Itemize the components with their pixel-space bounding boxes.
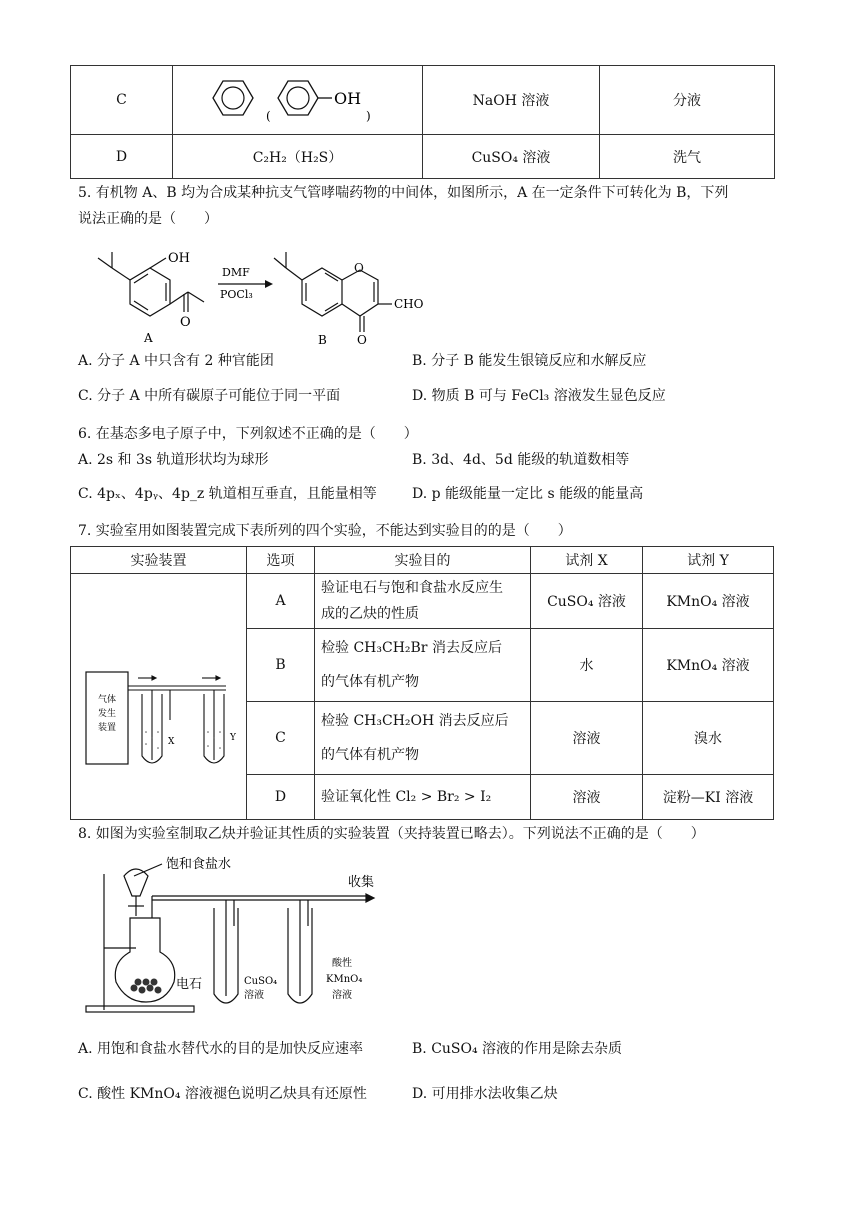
row-c-substance — [173, 66, 423, 135]
q8-option-c[interactable]: C. 酸性 KMnO₄ 溶液褪色说明乙炔具有还原性 — [78, 1086, 367, 1102]
q5-reaction-figure — [80, 240, 440, 348]
q5-option-a[interactable]: A. 分子 A 中只含有 2 种官能团 — [78, 353, 274, 369]
q5-stem-line1: 5. 有机物 A、B 均为合成某种抗支气管哮喘药物的中间体，如图所示，A 在一定条件下可转化为 B，下列 — [78, 185, 729, 201]
q8-option-b[interactable]: B. CuSO₄ 溶液的作用是除去杂质 — [412, 1041, 623, 1057]
top-table — [70, 65, 775, 179]
b-cho: CHO — [394, 297, 424, 311]
label-collect: 收集 — [348, 875, 375, 890]
q7-row-a-purpose: 验证电石与饱和食盐水反应生 成的乙炔的性质 — [315, 574, 531, 629]
q8-stem: 8. 如图为实验室制取乙炔并验证其性质的实验装置（夹持装置已略去）。下列说法不正确的是（ ） — [78, 826, 705, 842]
app-label-1: 气体 — [97, 694, 116, 705]
row-c-method: 分液 — [600, 66, 775, 135]
q5-option-c[interactable]: C. 分子 A 中所有碳原子可能位于同一平面 — [78, 388, 341, 404]
q6-option-d[interactable]: D. p 能级能量一定比 s 能级的能量高 — [412, 486, 644, 502]
paren-open: ( — [265, 109, 271, 123]
q7-header-reagent-y: 试剂 Y — [643, 547, 774, 574]
q5-stem-line2: 说法正确的是（ ） — [78, 211, 218, 227]
q7-row-d-y: 淀粉—KI 溶液 — [643, 775, 774, 820]
label-kmno4: KMnO₄ — [326, 974, 363, 985]
oh-group: OH — [333, 89, 361, 108]
q7-header-option: 选项 — [247, 547, 315, 574]
q7-apparatus-cell — [71, 574, 247, 820]
app-label-2: 发生 — [97, 708, 116, 719]
q7-header-reagent-x: 试剂 X — [531, 547, 643, 574]
row-d-label: D — [71, 135, 173, 179]
q7-row-b-option: B — [247, 629, 315, 702]
q7-table — [70, 546, 774, 820]
app-label-3: 装置 — [97, 722, 116, 733]
q6-option-a[interactable]: A. 2s 和 3s 轨道形状均为球形 — [78, 452, 269, 468]
label-cuso4: CuSO₄ — [244, 976, 278, 987]
q7-row-a-x: CuSO₄ 溶液 — [531, 574, 643, 629]
row-c-label: C — [71, 66, 173, 135]
label-carbide: 电石 — [176, 977, 203, 992]
label-y: Y — [229, 732, 236, 743]
q7-row-a-option: A — [247, 574, 315, 629]
b-ring-o: O — [354, 261, 364, 275]
q7-header-apparatus: 实验装置 — [71, 547, 247, 574]
label-acid: 酸性 — [332, 958, 352, 969]
label-b: B — [318, 333, 327, 347]
q6-option-c[interactable]: C. 4pₓ、4pᵧ、4p_z 轨道相互垂直，且能量相等 — [78, 486, 377, 502]
q7-row-c-purpose: 检验 CH₃CH₂OH 消去反应后 的气体有机产物 — [315, 702, 531, 775]
label-soln1: 溶液 — [244, 990, 264, 1001]
reagent-pocl3: POCl₃ — [220, 288, 253, 301]
q7-row-b-x: 水 — [531, 629, 643, 702]
row-c-reagent: NaOH 溶液 — [423, 66, 600, 135]
q7-row-d-x: 溶液 — [531, 775, 643, 820]
reagent-dmf: DMF — [222, 266, 250, 279]
b-ketone-o: O — [357, 333, 367, 347]
q6-option-b[interactable]: B. 3d、4d、5d 能级的轨道数相等 — [412, 452, 630, 468]
q7-row-a-y: KMnO₄ 溶液 — [643, 574, 774, 629]
q8-option-a[interactable]: A. 用饱和食盐水替代水的目的是加快反应速率 — [78, 1041, 364, 1057]
a-oh: OH — [168, 251, 190, 266]
paren-close: ) — [365, 109, 371, 123]
a-ketone-o: O — [180, 315, 191, 330]
q7-row-b-purpose: 检验 CH₃CH₂Br 消去反应后 的气体有机产物 — [315, 629, 531, 702]
q7-row-c-x: 溶液 — [531, 702, 643, 775]
label-x: X — [167, 736, 174, 747]
label-brine: 饱和食盐水 — [166, 857, 232, 872]
q7-stem: 7. 实验室用如图装置完成下表所列的四个实验，不能达到实验目的的是（ ） — [78, 523, 572, 539]
q8-option-d[interactable]: D. 可用排水法收集乙炔 — [412, 1086, 558, 1102]
gas-apparatus-figure — [74, 620, 244, 770]
q7-row-c-option: C — [247, 702, 315, 775]
row-d-method: 洗气 — [600, 135, 775, 179]
label-a: A — [144, 331, 153, 345]
benzene-phenol-structure — [198, 68, 398, 128]
q7-row-d-purpose: 验证氧化性 Cl₂ > Br₂ > I₂ — [315, 775, 531, 820]
row-d-reagent: CuSO₄ 溶液 — [423, 135, 600, 179]
row-d-substance: C₂H₂（H₂S） — [173, 135, 423, 179]
q5-option-d[interactable]: D. 物质 B 可与 FeCl₃ 溶液发生显色反应 — [412, 388, 666, 404]
q7-header-purpose: 实验目的 — [315, 547, 531, 574]
q5-option-b[interactable]: B. 分子 B 能发生银镜反应和水解反应 — [412, 353, 647, 369]
q7-row-c-y: 溴水 — [643, 702, 774, 775]
q7-row-d-option: D — [247, 775, 315, 820]
q7-row-b-y: KMnO₄ 溶液 — [643, 629, 774, 702]
label-soln2: 溶液 — [332, 990, 352, 1001]
q8-acetylene-apparatus — [76, 856, 396, 1018]
q6-stem: 6. 在基态多电子原子中，下列叙述不正确的是（ ） — [78, 426, 418, 442]
